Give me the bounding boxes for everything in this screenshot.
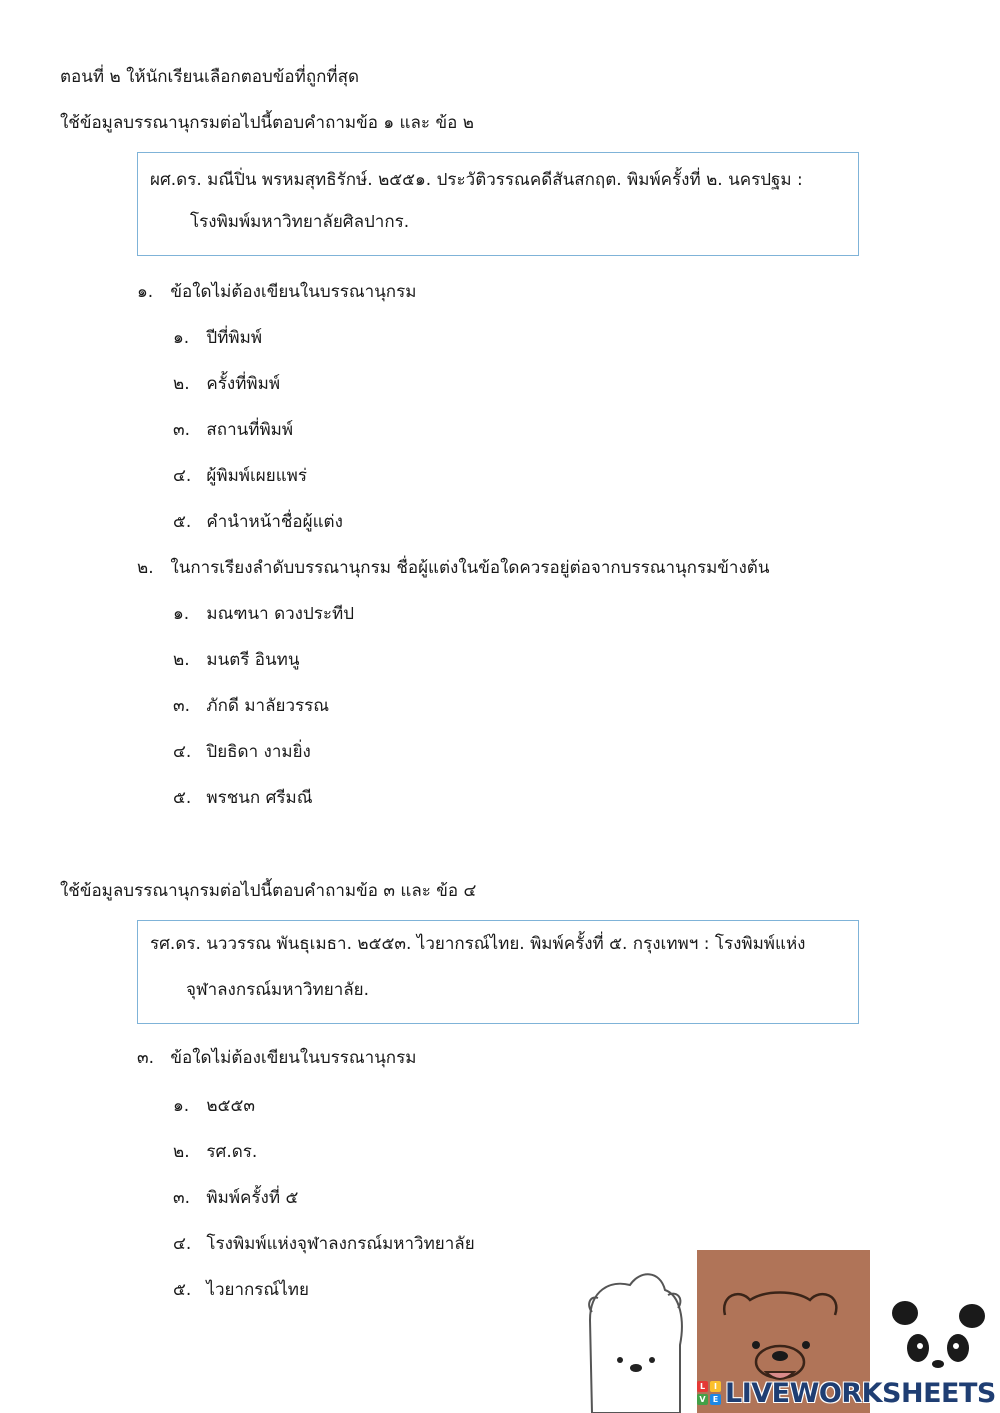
question-1 (137, 281, 416, 303)
choice-text: ๒๕๕๓ (206, 1096, 255, 1116)
citation-box-1 (137, 152, 859, 256)
choice-number: ๔. (173, 1234, 192, 1254)
choice-text: ครั้งที่พิมพ์ (206, 374, 281, 394)
citation-2-line-1: รศ.ดร. นววรรณ พันธุเมธา. ๒๕๕๓. ไวยากรณ์ไทย. พิมพ์ครั้งที่ ๕. กรุงเทพฯ : โรงพิมพ์แห่ง (150, 934, 806, 954)
group2-instruction: ใช้ข้อมูลบรรณานุกรมต่อไปนี้ตอบคำถามข้อ ๓ และ ข้อ ๔ (60, 881, 477, 901)
logo-letter-v: V (697, 1394, 708, 1405)
q3-choice-2[interactable] (173, 1141, 257, 1163)
choice-text: รศ.ดร. (206, 1142, 258, 1162)
choice-text: ผู้พิมพ์เผยแพร่ (206, 466, 308, 486)
logo-letter-e: E (710, 1394, 721, 1405)
choice-number: ๔. (173, 742, 192, 762)
choice-number: ๒. (173, 374, 190, 394)
choice-number: ๒. (173, 650, 190, 670)
choice-text: ไวยากรณ์ไทย (206, 1280, 309, 1300)
citation-1-line-2: โรงพิมพ์มหาวิทยาลัยศิลปากร. (190, 212, 410, 232)
choice-number: ๒. (173, 1142, 190, 1162)
liveworksheets-logo (697, 1376, 996, 1410)
choice-number: ๑. (173, 1096, 190, 1116)
q1-choice-4[interactable] (173, 465, 307, 487)
choice-text: มนตรี อินทนู (206, 650, 300, 670)
choice-text: สถานที่พิมพ์ (206, 420, 294, 440)
choice-number: ๕. (173, 1280, 192, 1300)
choice-text: โรงพิมพ์แห่งจุฬาลงกรณ์มหาวิทยาลัย (206, 1234, 475, 1254)
choice-number: ๔. (173, 466, 192, 486)
question-1-number: ๑. (137, 282, 154, 302)
q2-choice-4[interactable] (173, 741, 311, 763)
choice-number: ๑. (173, 604, 190, 624)
q1-choice-2[interactable] (173, 373, 280, 395)
q3-choice-4[interactable] (173, 1233, 475, 1255)
choice-number: ๑. (173, 328, 190, 348)
q2-choice-2[interactable] (173, 649, 299, 671)
choice-text: ปีที่พิมพ์ (206, 328, 263, 348)
choice-text: ภักดี มาลัยวรรณ (206, 696, 330, 716)
q3-choice-5[interactable] (173, 1279, 309, 1301)
choice-text: มณฑนา ดวงประทีป (206, 604, 355, 624)
logo-mark-icon (697, 1381, 721, 1405)
question-3-number: ๓. (137, 1048, 155, 1068)
section-title: ตอนที่ ๒ ให้นักเรียนเลือกตอบข้อที่ถูกที่สุด (60, 67, 360, 87)
citation-1-line-1: ผศ.ดร. มณีปิ่น พรหมสุทธิรักษ์. ๒๕๕๑. ประวัติวรรณคดีสันสกฤต. พิมพ์ครั้งที่ ๒. นครปฐม : (150, 170, 803, 190)
question-1-text: ข้อใดไม่ต้องเขียนในบรรณานุกรม (170, 282, 417, 302)
ice-bear-icon (589, 1274, 682, 1413)
q2-choice-5[interactable] (173, 787, 313, 809)
question-3 (137, 1047, 416, 1069)
q1-choice-5[interactable] (173, 511, 343, 533)
question-2-text: ในการเรียงลำดับบรรณานุกรม ชื่อผู้แต่งในข้อใดควรอยู่ต่อจากบรรณานุกรมข้างต้น (170, 558, 770, 578)
choice-number: ๕. (173, 788, 192, 808)
logo-letter-l: L (697, 1381, 708, 1392)
choice-text: พรชนก ศรีมณี (206, 788, 313, 808)
question-2 (137, 557, 769, 579)
citation-box-2 (137, 920, 859, 1024)
q3-choice-1[interactable] (173, 1095, 255, 1117)
citation-2-line-2: จุฬาลงกรณ์มหาวิทยาลัย. (186, 980, 370, 1000)
q3-choice-3[interactable] (173, 1187, 298, 1209)
q2-choice-3[interactable] (173, 695, 329, 717)
group1-instruction: ใช้ข้อมูลบรรณานุกรมต่อไปนี้ตอบคำถามข้อ ๑ และ ข้อ ๒ (60, 113, 474, 133)
choice-number: ๕. (173, 512, 192, 532)
q2-choice-1[interactable] (173, 603, 354, 625)
choice-number: ๓. (173, 1188, 191, 1208)
choice-text: คำนำหน้าชื่อผู้แต่ง (206, 512, 343, 532)
choice-text: ปิยธิดา งามยิ่ง (206, 742, 311, 762)
choice-number: ๓. (173, 696, 191, 716)
question-3-text: ข้อใดไม่ต้องเขียนในบรรณานุกรม (170, 1048, 417, 1068)
choice-number: ๓. (173, 420, 191, 440)
question-2-number: ๒. (137, 558, 154, 578)
choice-text: พิมพ์ครั้งที่ ๕ (206, 1188, 299, 1208)
q1-choice-1[interactable] (173, 327, 262, 349)
logo-text: LIVEWORKSHEETS (725, 1377, 996, 1409)
logo-letter-i: I (710, 1381, 721, 1392)
q1-choice-3[interactable] (173, 419, 293, 441)
